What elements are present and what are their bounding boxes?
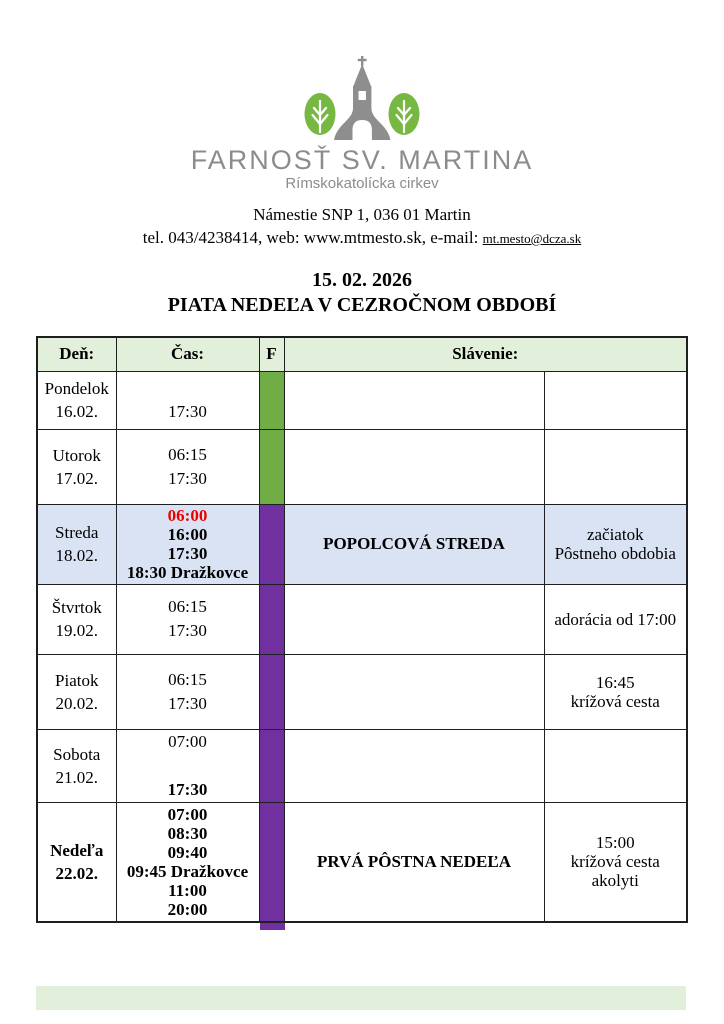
- week-date: 15. 02. 2026: [312, 269, 412, 291]
- celebration-cell: [284, 429, 544, 504]
- schedule-table: [36, 336, 688, 923]
- day-name: Utorok: [52, 445, 101, 465]
- schedule-table-wrap: [36, 336, 686, 923]
- header-celebration: Slávenie:: [284, 337, 687, 371]
- tree-icon: [389, 93, 420, 135]
- f-strip-cell: [259, 654, 284, 729]
- parish-logo-block: [0, 0, 724, 192]
- address-line: Námestie SNP 1, 036 01 Martin: [253, 205, 471, 224]
- notes-cell: [544, 504, 687, 584]
- note-line: 15:00: [595, 833, 635, 853]
- day-date: 20.02.: [55, 693, 98, 713]
- table-row: [37, 371, 687, 429]
- time-line: 06:15: [168, 669, 207, 689]
- celebration-cell: POPOLCOVÁ STREDA: [284, 504, 544, 584]
- day-date: 22.02.: [55, 863, 98, 883]
- day-name: Nedeľa: [50, 840, 104, 860]
- time-cell: [116, 429, 259, 504]
- time-line: 09:45 Dražkovce: [126, 861, 249, 881]
- time-line: 06:00: [167, 506, 208, 525]
- time-line: 16:00: [167, 525, 208, 544]
- time-line: 09:40: [167, 842, 208, 862]
- notes-cell: [544, 584, 687, 654]
- time-line: 17:30: [167, 544, 208, 563]
- footer-green-bar: [36, 986, 686, 1010]
- notes-cell: [544, 371, 687, 429]
- header-time: Čas:: [116, 337, 259, 371]
- notes-cell: [544, 654, 687, 729]
- day-cell: [37, 584, 116, 654]
- time-line: 18:30 Dražkovce: [126, 563, 249, 582]
- table-row: [37, 584, 687, 654]
- day-name: Piatok: [55, 670, 99, 690]
- time-cell: [116, 504, 259, 584]
- table-row: [37, 504, 687, 584]
- celebration-cell: [284, 371, 544, 429]
- day-cell: [37, 429, 116, 504]
- parish-name: FARNOSŤ SV. MARTINA: [190, 145, 534, 175]
- time-line: 08:30: [167, 823, 208, 843]
- f-strip-cell: [259, 371, 284, 429]
- parish-subtitle: Rímskokatolícka cirkev: [285, 175, 439, 192]
- time-line: 06:15: [168, 444, 207, 464]
- day-date: 16.02.: [55, 402, 98, 421]
- day-date: 21.02.: [55, 767, 98, 787]
- time-line: 17:30: [168, 468, 207, 488]
- time-line: [117, 376, 259, 400]
- f-strip-cell: [259, 429, 284, 504]
- day-date: 17.02.: [55, 468, 98, 488]
- day-date: 18.02.: [55, 546, 98, 565]
- day-cell: [37, 729, 116, 802]
- celebration-cell: [284, 584, 544, 654]
- note-line: adorácia od 17:00: [554, 609, 677, 629]
- f-strip-cell: [259, 802, 284, 922]
- email-link[interactable]: mt.mesto@dcza.sk: [482, 231, 582, 246]
- table-row: [37, 429, 687, 504]
- day-name: Streda: [55, 523, 99, 542]
- week-title: PIATA NEDEĽA V CEZROČNOM OBDOBÍ: [167, 294, 557, 316]
- note-line: krížová cesta: [570, 691, 660, 711]
- notes-cell: [544, 802, 687, 922]
- day-name: Sobota: [53, 744, 101, 764]
- time-line: 17:30: [167, 779, 208, 799]
- time-line: 17:30: [168, 693, 207, 713]
- f-strip-cell: [259, 584, 284, 654]
- celebration-cell: PRVÁ PÔSTNA NEDEĽA: [284, 802, 544, 922]
- table-row: [37, 654, 687, 729]
- note-line: začiatok: [586, 525, 644, 544]
- week-heading: [0, 268, 724, 318]
- phone-web-text: tel. 043/4238414, web: www.mtmesto.sk, e-mail:: [142, 228, 483, 247]
- note-line: Pôstneho obdobia: [554, 544, 676, 563]
- contact-line: [0, 227, 724, 250]
- notes-cell: [544, 429, 687, 504]
- time-line: 07:00: [167, 804, 208, 824]
- time-line: 17:30: [168, 402, 207, 421]
- table-row: [37, 729, 687, 802]
- header-day: Deň:: [37, 337, 116, 371]
- note-line: krížová cesta: [570, 852, 660, 872]
- time-line: 17:30: [168, 621, 207, 640]
- f-strip-cell: [259, 504, 284, 584]
- time-line: 20:00: [167, 899, 208, 919]
- tree-icon: [305, 93, 336, 135]
- celebration-cell: [284, 654, 544, 729]
- schedule-body: [37, 371, 687, 922]
- time-cell: [116, 654, 259, 729]
- f-strip-cell: [259, 729, 284, 802]
- table-row: [37, 802, 687, 922]
- time-cell: [116, 584, 259, 654]
- time-cell: [116, 371, 259, 429]
- day-name: Štvrtok: [51, 598, 102, 617]
- notes-cell: [544, 729, 687, 802]
- time-cell: [116, 729, 259, 802]
- day-cell: [37, 504, 116, 584]
- celebration-cell: [284, 729, 544, 802]
- day-name: Pondelok: [44, 379, 109, 398]
- time-line: 11:00: [168, 880, 207, 900]
- day-cell: [37, 802, 116, 922]
- header-f: F: [259, 337, 284, 371]
- church-logo-icon: [304, 56, 420, 142]
- time-line: 06:15: [168, 597, 207, 616]
- time-line: [117, 754, 259, 778]
- time-line: 07:00: [168, 731, 207, 751]
- day-date: 19.02.: [55, 621, 98, 640]
- header-row: [37, 337, 687, 371]
- note-line: akolyti: [591, 871, 639, 891]
- day-cell: [37, 371, 116, 429]
- time-cell: [116, 802, 259, 922]
- f-strip-overhang: [260, 923, 285, 930]
- note-line: 16:45: [595, 672, 635, 692]
- day-cell: [37, 654, 116, 729]
